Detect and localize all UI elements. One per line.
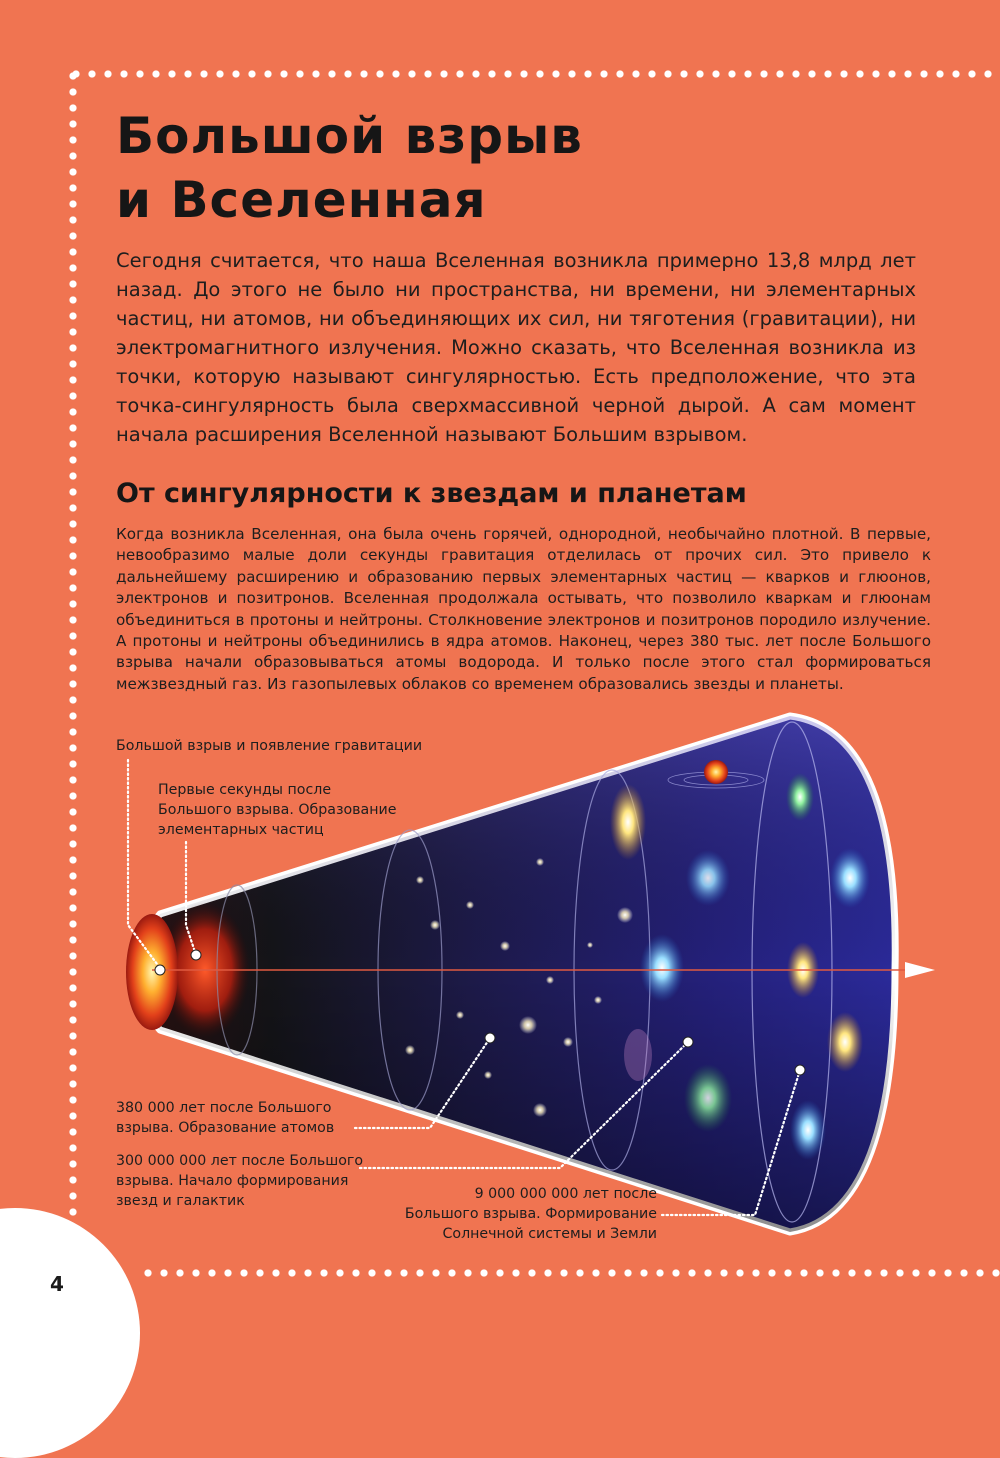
fireball bbox=[126, 914, 178, 1030]
body-paragraph: Когда возникла Вселенная, она была очень горячей, однородной, необычайно плотной. В первые, невообразимо малые доли секунды гравитация отделилась от прочих сил. Это привело к дальнейшему расширению и образованию первых элементарных частиц — кварков и глюонов, электронов и позитронов. Вселенная продолжала остывать, что позволило кваркам и глюонам объединиться в протоны и нейтроны. Столкновение электронов и позитронов породило излучение. А протоны и нейтроны объединились в ядра атомов. Наконец, через 380 тыс. лет после Большого взрыва начали образовываться атомы водорода. И только после этого стал формироваться межзвездный газ. Из газопылевых облаков со временем образовались звезды и планеты. bbox=[116, 525, 931, 693]
title-line-1: Большой взрыв bbox=[116, 107, 583, 165]
intro-paragraph: Сегодня считается, что наша Вселенная возникла примерно 13,8 млрд лет назад. До этого не было ни пространства, ни времени, ни элементарных частиц, ни атомов, ни объединяющих их сил, ни тяготения (гравитации), ни электромагнитного излучения. Можно сказать, что Вселенная возникла из точки, которую называют сингулярностью. Есть предположение, что эта точка-сингулярность была сверхмассивной черной дырой. А сам момент начала расширения Вселенной называют Большим взрывом. bbox=[116, 249, 916, 446]
leader-dot bbox=[191, 950, 201, 960]
leader-dot bbox=[683, 1037, 693, 1047]
caption-big-bang: Большой взрыв и появление гравитации bbox=[116, 738, 423, 754]
leader-dot bbox=[795, 1065, 805, 1075]
leader-dot bbox=[485, 1033, 495, 1043]
leader-dot bbox=[155, 965, 165, 975]
caption-stars-galaxies: 300 000 000 лет после Большого взрыва. Начало формирования звезд и галактик bbox=[116, 1153, 364, 1209]
page-number: 4 bbox=[50, 1272, 64, 1296]
section-subtitle: От сингулярности к звездам и планетам bbox=[116, 478, 747, 509]
caption-first-seconds: Первые секунды после Большого взрыва. Образование элементарных частиц bbox=[158, 782, 397, 838]
caption-solar-system: 9 000 000 000 лет после Большого взрыва. Формирование Солнечной системы и Земли bbox=[404, 1186, 657, 1242]
title-line-2: и Вселенная bbox=[116, 171, 487, 229]
time-axis-arrowhead bbox=[905, 962, 935, 978]
caption-atoms: 380 000 лет после Большого взрыва. Образование атомов bbox=[116, 1100, 335, 1136]
